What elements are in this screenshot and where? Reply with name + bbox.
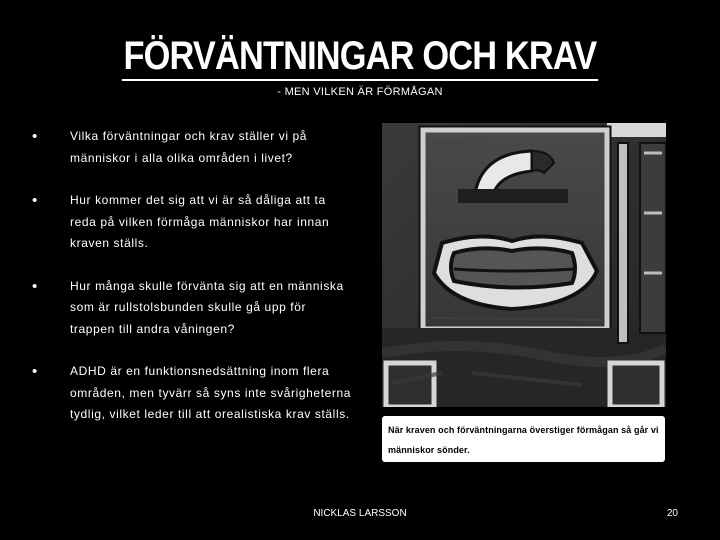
image-caption: När kraven och förväntningarna överstiger förmågan så går vi människor sönder. bbox=[382, 416, 665, 462]
footer-author: NICKLAS LARSSON bbox=[313, 508, 407, 519]
slide-title-wrap bbox=[0, 34, 720, 81]
bullet-item bbox=[32, 276, 352, 341]
bullet-item bbox=[32, 190, 352, 255]
bullet-text: Vilka förväntningar och krav ställer vi på människor i alla olika områden i livet? bbox=[70, 129, 308, 165]
bullet-item bbox=[32, 361, 352, 426]
bullet-text: Hur många skulle förvänta sig att en människa som är rullstolsbunden skulle gå upp för trappen till andra våningen? bbox=[70, 278, 344, 336]
bullet-list bbox=[32, 126, 352, 447]
bullet-text: ADHD är en funktionsnedsättning inom flera områden, men tyvärr så syns inte svårigheterna tydlig, vilket leder till att orealistiska krav ställs. bbox=[70, 364, 352, 421]
page-number: 20 bbox=[666, 508, 678, 519]
painting-image bbox=[382, 123, 666, 407]
bullet-text: Hur kommer det sig att vi är så dåliga att ta reda på vilken förmåga människor har innan kraven ställs. bbox=[70, 193, 330, 250]
bullet-icon: • bbox=[32, 363, 38, 380]
bullet-icon: • bbox=[32, 192, 38, 209]
bullet-icon: • bbox=[32, 128, 38, 145]
slide-subtitle: - MEN VILKEN ÄR FÖRMÅGAN bbox=[277, 86, 443, 98]
bullet-item bbox=[32, 126, 352, 169]
bullet-icon: • bbox=[32, 277, 38, 295]
slide-title: FÖRVÄNTNINGAR OCH KRAV bbox=[122, 34, 598, 81]
